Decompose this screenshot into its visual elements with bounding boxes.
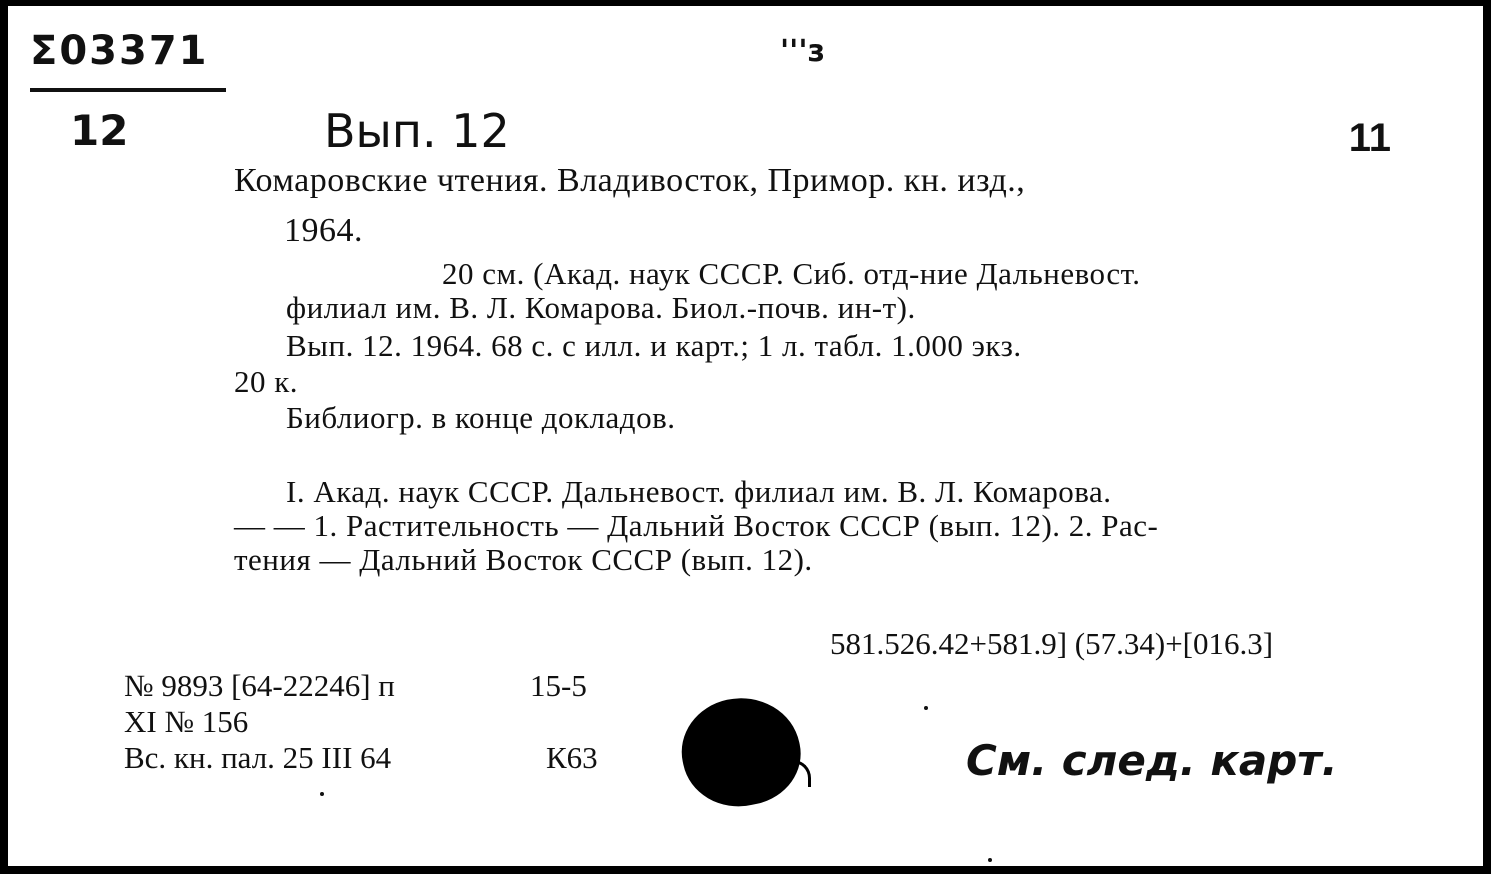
series-line-1: 20 см. (Акад. наук СССР. Сиб. отд-ние Дальневост. [442, 256, 1141, 291]
classification-code: 581.526.42+581.9] (57.34)+[016.3] [830, 626, 1274, 661]
speck [320, 792, 324, 796]
see-next-card-note: См. след. карт. [966, 736, 1338, 785]
series-line-2: филиал им. В. Л. Комарова. Биол.-почв. ин-т). [286, 290, 916, 325]
bibliography-note: Библиогр. в конце докладов. [286, 400, 676, 435]
chamber-code: К63 [546, 740, 598, 775]
subjects-line-3: тения — Дальний Восток СССР (вып. 12). [234, 542, 813, 577]
accession-underline [30, 88, 226, 92]
catalog-card [6, 4, 1485, 868]
top-mark: '''з [780, 34, 825, 69]
ink-blot [672, 687, 810, 817]
ink-blot-tail [770, 760, 811, 787]
card-number: 11 [1348, 116, 1391, 160]
order-line: № 9893 [64-22246] п [124, 668, 395, 703]
accession-number: Σ03371 [30, 28, 209, 74]
subjects-line-2: — — 1. Растительность — Дальний Восток СССР (вып. 12). 2. Рас- [234, 508, 1159, 543]
subjects-line-1: I. Акад. наук СССР. Дальневост. филиал им. В. Л. Комарова. [286, 474, 1112, 509]
copy-number: 12 [70, 106, 129, 155]
chamber-line: Вс. кн. пал. 25 III 64 [124, 740, 392, 775]
speck [924, 706, 928, 710]
issue-line: Вып. 12. 1964. 68 с. с илл. и карт.; 1 л. табл. 1.000 экз. [286, 328, 1022, 363]
volume-handwritten: Вып. 12 [324, 104, 510, 158]
volume-line: XI № 156 [124, 704, 249, 739]
price-line: 20 к. [234, 364, 299, 399]
speck [988, 858, 992, 862]
title-line: Комаровские чтения. Владивосток, Примор. кн. изд., [234, 162, 1026, 199]
order-code: 15-5 [530, 668, 587, 703]
year-line: 1964. [284, 212, 363, 249]
